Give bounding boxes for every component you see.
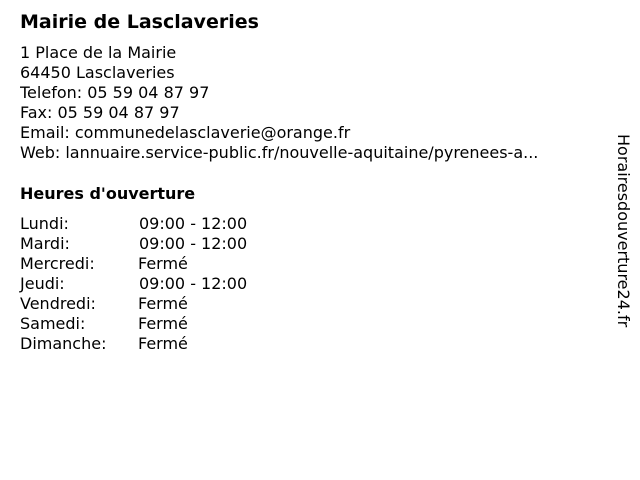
site-watermark: Horairesdouverture24.fr (614, 134, 633, 328)
day-label: Mercredi: (20, 254, 95, 273)
contact-block (20, 43, 610, 163)
day-label: Vendredi: (20, 294, 96, 313)
day-hours: 09:00 - 12:00 (139, 274, 248, 293)
website-link: Web: lannuaire.service-public.fr/nouvelle-aquitaine/pyrenees-a... (20, 143, 539, 162)
phone-number: Telefon: 05 59 04 87 97 (20, 83, 210, 102)
day-label: Mardi: (20, 234, 70, 253)
day-hours: Fermé (138, 254, 188, 273)
fax-number: Fax: 05 59 04 87 97 (20, 103, 180, 122)
day-hours: 09:00 - 12:00 (139, 234, 248, 253)
address-city: 64450 Lasclaveries (20, 63, 175, 82)
address-street: 1 Place de la Mairie (20, 43, 177, 62)
day-hours: Fermé (138, 334, 188, 353)
page-title: Mairie de Lasclaveries (20, 11, 259, 33)
day-label: Samedi: (20, 314, 86, 333)
day-hours: 09:00 - 12:00 (139, 214, 248, 233)
opening-hours-heading: Heures d'ouverture (20, 184, 196, 203)
day-hours: Fermé (138, 294, 188, 313)
day-hours: Fermé (138, 314, 188, 333)
day-label: Lundi: (20, 214, 69, 233)
day-label: Jeudi: (20, 274, 65, 293)
email-address: Email: communedelasclaverie@orange.fr (20, 123, 351, 142)
day-label: Dimanche: (20, 334, 107, 353)
